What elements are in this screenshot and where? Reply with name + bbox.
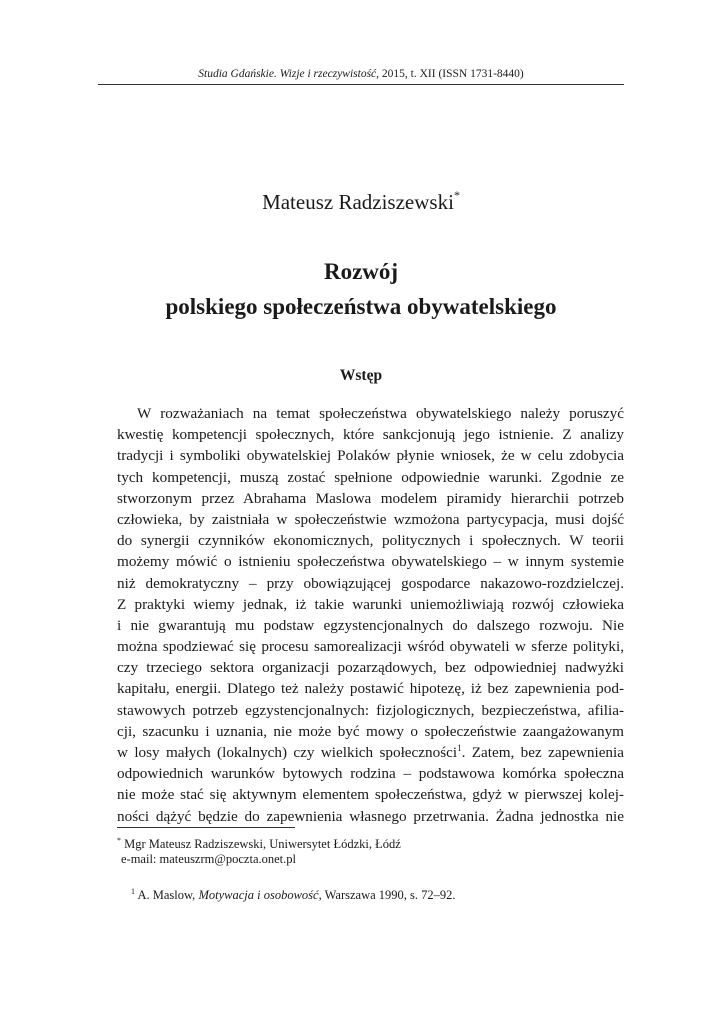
body-line: niż demokratyczny – przy obowiązującej gospodarce nakazowo-rozdzielczej. [117, 574, 624, 592]
body-line: cji, szacunku i uznania, nie może być mowy o społeczeństwie zaangażowanym [117, 722, 624, 740]
body-line: kwestię kompetencji społecznych, które sankcjonują jego istnienie. Z analizy [117, 426, 624, 444]
journal-name: Studia Gdańskie. Wizje i rzeczywistość [198, 68, 377, 80]
body-line: możemy mówić o istnieniu społeczeństwa obywatelskiego – w innym systemie [117, 553, 624, 571]
body-line: ności dążyć będzie do zapewnienia własnego przetrwania. Żadna jednostka nie [117, 807, 624, 825]
body-paragraph [117, 403, 624, 827]
body-line: odpowiednich warunków bytowych rodzina – podstawowa komórka społeczna [117, 765, 624, 783]
body-line: tych kompetencji, muszą zostać spełnione odpowiednie warunki. Zgodnie ze [117, 468, 624, 486]
body-line: człowieka, by zaistniała w społeczeństwie wzmożona partycypacja, musi dojść [117, 510, 624, 528]
author-name: Mateusz Radziszewski [262, 190, 454, 214]
body-line: czy trzeciego sektora organizacji pozarządowych, bez odpowiedniej nadwyżki [117, 659, 624, 677]
body-line: i nie gwarantują mu podstaw egzystencjonalnych do dalszego rozwoju. Nie [117, 616, 624, 634]
footnote-ref-1[interactable]: 1 [457, 742, 462, 753]
journal-details: , 2015, t. XII (ISSN 1731-8440) [376, 68, 524, 80]
body-line: stawowych potrzeb egzystencjonalnych: fizjologicznych, bezpieczeństwa, afilia- [117, 701, 624, 719]
title-line-1: Rozwój [323, 259, 399, 284]
author-footnote-marker: * [453, 188, 460, 202]
running-head [98, 67, 624, 81]
section-heading: Wstęp [339, 367, 383, 384]
author-email: e-mail: mateuszrm@poczta.onet.pl [121, 852, 296, 866]
body-line-part: . Zatem, bez zapewnienia [461, 744, 624, 761]
author-footnote-mark: * [117, 836, 121, 845]
author-line [98, 183, 624, 216]
header-rule [98, 84, 624, 85]
footnote-1 [131, 883, 638, 904]
footnote-1-rest: , Warszawa 1990, s. 72–92. [318, 888, 456, 903]
body-line-with-footnote [117, 742, 624, 763]
body-line: Z praktyki wiemy jednak, iż takie warunki uniemożliwiają rozwój człowieka [117, 595, 624, 613]
body-line: W rozważaniach na temat społeczeństwa obywatelskiego należy poruszyć [137, 405, 624, 422]
article-title [98, 254, 624, 324]
footnote-rule [117, 827, 295, 828]
footnote-1-title: Motywacja i osobowość [198, 888, 319, 903]
author-affiliation: Mgr Mateusz Radziszewski, Uniwersytet Łódzki, Łódź [124, 837, 401, 852]
title-line-2: polskiego społeczeństwa obywatelskiego [165, 294, 557, 319]
body-line: kapitału, energii. Dlatego też należy postawić hipotezę, iż bez zapewnienia pod- [117, 680, 624, 698]
body-line: stworzonym przez Abrahama Maslowa modelem piramidy hierarchii potrzeb [117, 489, 624, 507]
footnote-1-author: A. Maslow, [137, 888, 199, 903]
body-line: można spodziewać się procesu samorealizacji wśród obywateli w sferze polityki, [117, 638, 624, 656]
body-line: tradycji i symboliki obywatelskiej Polaków płynie wniosek, że w celu zdobycia [117, 447, 624, 465]
footnote-1-number: 1 [131, 887, 135, 896]
body-line: do synergii czynników ekonomicznych, politycznych i społecznych. W teorii [117, 532, 624, 550]
body-line: nie może stać się aktywnym elementem społeczeństwa, gdyż w pierwszej kolej- [117, 786, 624, 804]
body-line-part: w losy małych (lokalnych) czy wielkich społeczności [117, 744, 458, 761]
